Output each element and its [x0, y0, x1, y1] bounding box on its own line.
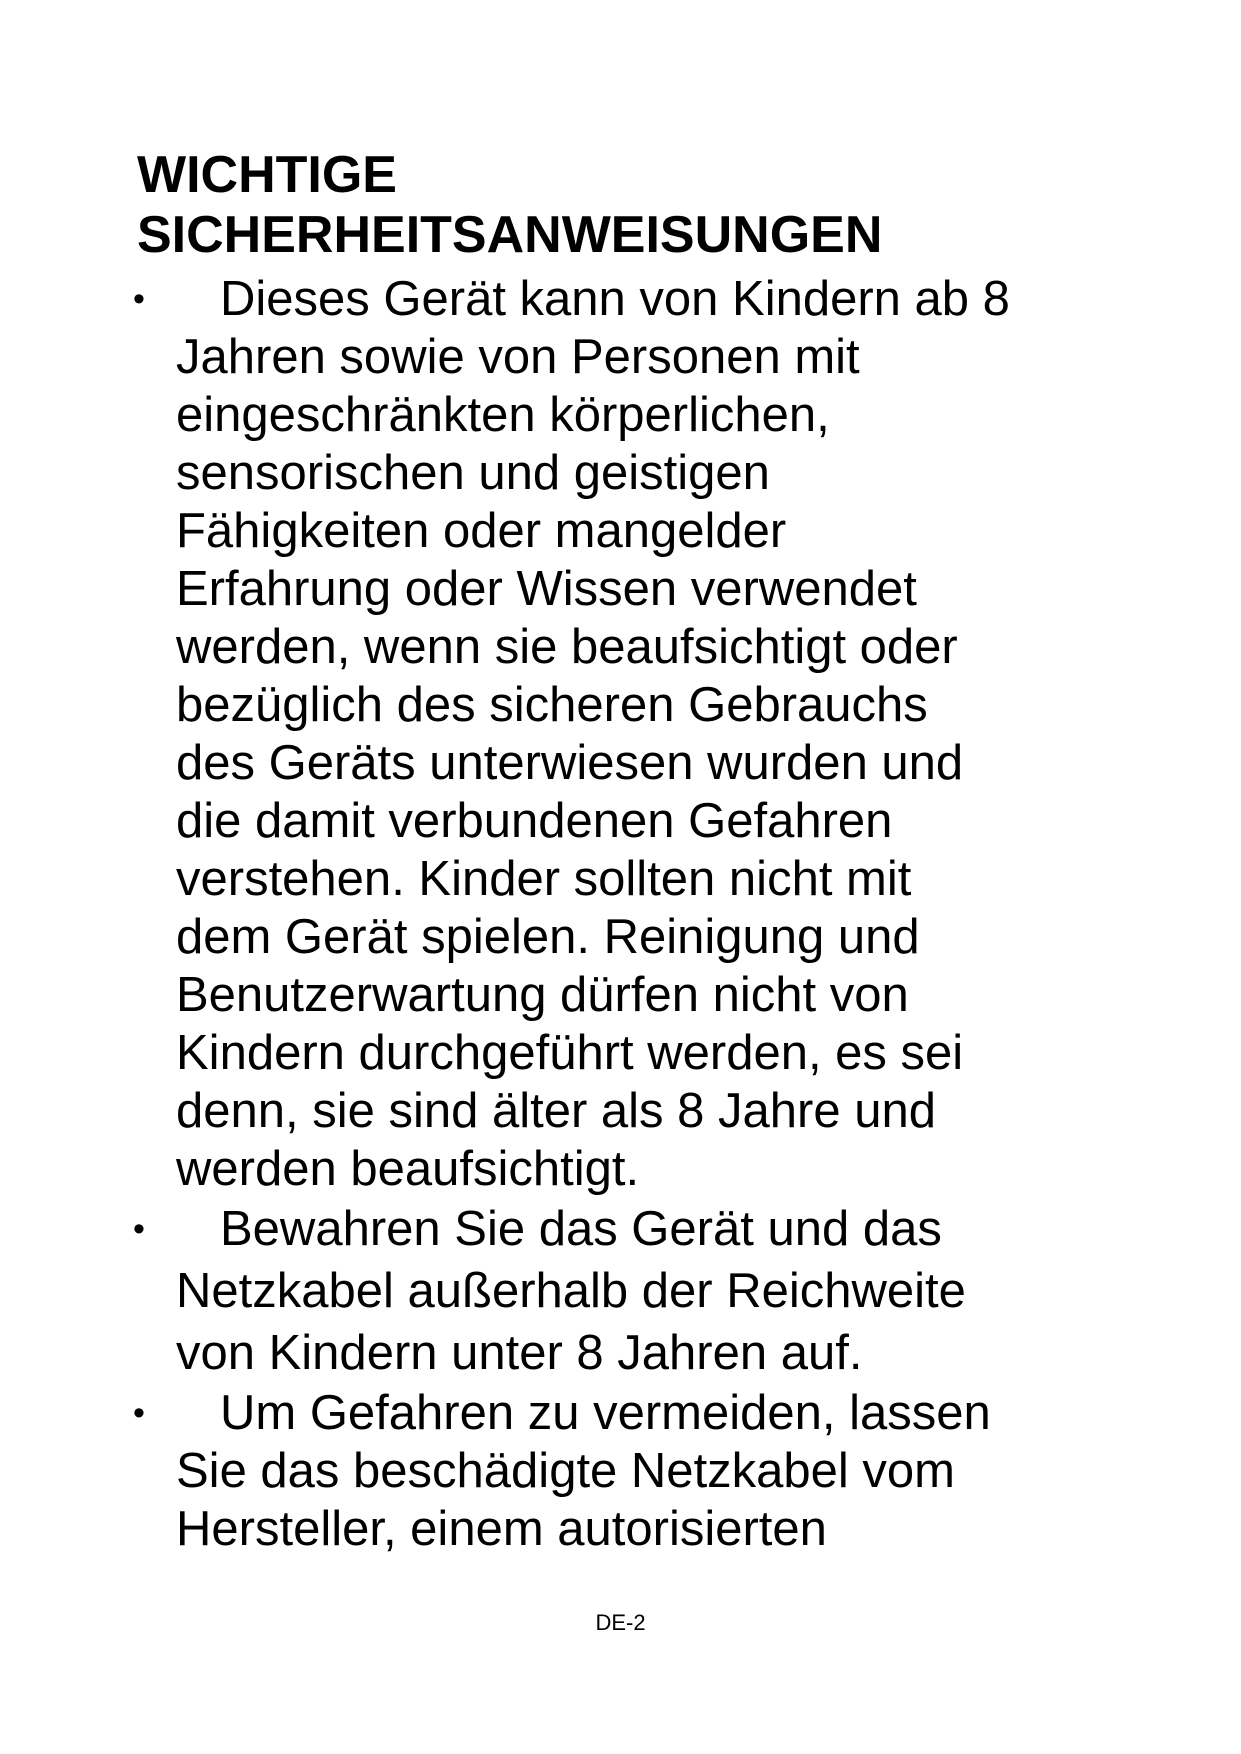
list-item-line: Jahren sowie von Personen mit — [176, 330, 860, 384]
list-item-line: die damit verbundenen Gefahren — [176, 794, 893, 848]
list-item-line: Erfahrung oder Wissen verwendet — [176, 562, 917, 616]
list-item-line: des Geräts unterwiesen wurden und — [176, 736, 964, 790]
list-item-line: dem Gerät spielen. Reinigung und — [176, 910, 920, 964]
list-item — [0, 1384, 1241, 1558]
bullet-icon: • — [133, 1394, 145, 1432]
list-item-line: Um Gefahren zu vermeiden, lassen — [220, 1386, 991, 1440]
list-item-line: Benutzerwartung dürfen nicht von — [176, 968, 909, 1022]
list-item-line: Dieses Gerät kann von Kindern ab 8 — [220, 272, 1010, 326]
bullet-icon: • — [133, 1210, 145, 1248]
list-item-line: werden, wenn sie beaufsichtigt oder — [176, 620, 958, 674]
list-item-line: Bewahren Sie das Gerät und das — [220, 1202, 942, 1256]
list-item — [0, 270, 1241, 1198]
list-item-line: Kindern durchgeführt werden, es sei — [176, 1026, 964, 1080]
list-item-line: Sie das beschädigte Netzkabel vom — [176, 1444, 955, 1498]
list-item-line: verstehen. Kinder sollten nicht mit — [176, 852, 912, 906]
safety-instructions-list — [0, 270, 1241, 1558]
heading-line-1: WICHTIGE — [137, 146, 397, 204]
list-item-line: Fähigkeiten oder mangelder — [176, 504, 787, 558]
list-item-line: werden beaufsichtigt. — [176, 1142, 640, 1196]
list-item-line: denn, sie sind älter als 8 Jahre und — [176, 1084, 936, 1138]
list-item-line: eingeschränkten körperlichen, — [176, 388, 830, 442]
list-item — [0, 1198, 1241, 1384]
list-item-line: bezüglich des sicheren Gebrauchs — [176, 678, 928, 732]
bullet-icon: • — [133, 280, 145, 318]
page-number: DE-2 — [595, 1610, 646, 1635]
list-item-line: Hersteller, einem autorisierten — [176, 1502, 827, 1556]
section-heading — [137, 145, 1137, 265]
heading-line-2: SICHERHEITSANWEISUNGEN — [137, 206, 883, 264]
list-item-line: von Kindern unter 8 Jahren auf. — [176, 1326, 863, 1380]
list-item-line: Netzkabel außerhalb der Reichweite — [176, 1264, 966, 1318]
list-item-line: sensorischen und geistigen — [176, 446, 770, 500]
